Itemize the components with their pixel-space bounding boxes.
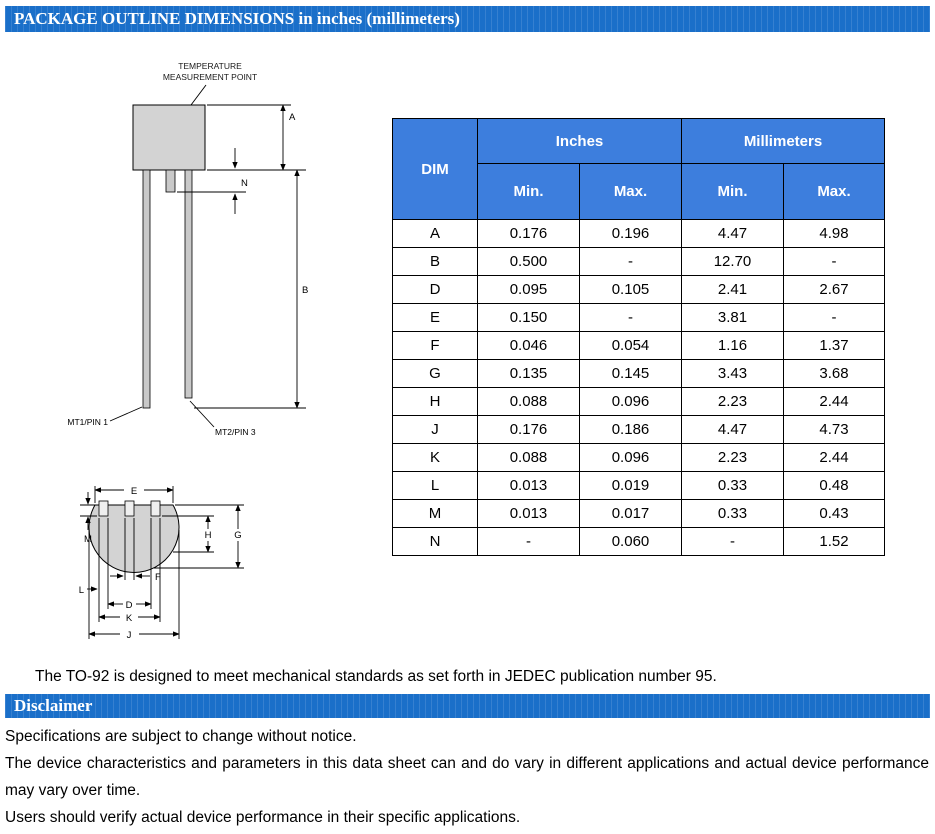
dimension-row: [393, 500, 885, 528]
package-outline-section-bar: [5, 6, 930, 32]
dimension-row: [393, 388, 885, 416]
dim-d: [108, 600, 151, 611]
dim-label-d: D: [125, 600, 133, 611]
dimension-cell-in_max: 0.096: [580, 444, 682, 472]
dimension-cell-in_max: 0.019: [580, 472, 682, 500]
dim-label-f: F: [155, 572, 161, 583]
dimension-cell-mm_min: 2.23: [682, 388, 784, 416]
dimension-cell-mm_max: 2.44: [784, 444, 885, 472]
dimension-cell-mm_max: 0.48: [784, 472, 885, 500]
dimension-row: [393, 304, 885, 332]
dim-label-h: H: [204, 530, 212, 541]
dim-k: [99, 613, 160, 624]
dim-b: [194, 170, 308, 408]
dimension-cell-in_min: 0.135: [478, 360, 580, 388]
dimension-cell-in_min: 0.176: [478, 220, 580, 248]
dimension-cell-in_min: 0.095: [478, 276, 580, 304]
dimension-cell-dim: F: [393, 332, 478, 360]
dimension-cell-mm_max: -: [784, 248, 885, 276]
dimension-row: [393, 528, 885, 556]
disclaimer-section-bar: [5, 694, 930, 718]
dimension-cell-mm_min: 4.47: [682, 220, 784, 248]
dimension-cell-mm_min: 4.47: [682, 416, 784, 444]
dimension-row: [393, 444, 885, 472]
dimension-cell-in_min: 0.088: [478, 444, 580, 472]
dim-label-m: M: [84, 534, 92, 545]
dimension-cell-in_min: 0.088: [478, 388, 580, 416]
disclaimer-line-1: Specifications are subject to change without notice.: [5, 728, 357, 745]
dimension-cell-dim: D: [393, 276, 478, 304]
dimension-cell-in_min: 0.150: [478, 304, 580, 332]
dimension-cell-in_max: 0.186: [580, 416, 682, 444]
dimension-cell-mm_max: 1.52: [784, 528, 885, 556]
dimension-cell-dim: B: [393, 248, 478, 276]
center-tab: [166, 170, 175, 192]
dimension-cell-in_min: 0.013: [478, 500, 580, 528]
dimension-cell-dim: J: [393, 416, 478, 444]
dimension-cell-in_min: 0.013: [478, 472, 580, 500]
dimension-cell-in_max: -: [580, 304, 682, 332]
inches-max-header: Max.: [580, 164, 682, 220]
dim-label-k: K: [125, 613, 133, 624]
dimension-row: [393, 332, 885, 360]
dim-label-l: L: [78, 585, 84, 596]
dimension-cell-mm_min: 1.16: [682, 332, 784, 360]
dimension-cell-in_max: 0.105: [580, 276, 682, 304]
dimension-cell-mm_max: 1.37: [784, 332, 885, 360]
dimension-cell-dim: K: [393, 444, 478, 472]
dimension-cell-mm_max: 4.98: [784, 220, 885, 248]
dimension-cell-mm_max: -: [784, 304, 885, 332]
package-body: [133, 105, 205, 170]
dimension-cell-mm_max: 2.44: [784, 388, 885, 416]
dimension-cell-mm_min: 0.33: [682, 472, 784, 500]
inches-group-header: Inches: [478, 119, 682, 164]
dimension-cell-dim: A: [393, 220, 478, 248]
dim-f: [110, 572, 161, 583]
dimension-row: [393, 360, 885, 388]
dim-e: [95, 486, 173, 503]
temp-measurement-label-line1: TEMPERATURE: [178, 61, 242, 71]
dimension-cell-dim: N: [393, 528, 478, 556]
pin-labels: [67, 401, 256, 437]
dimension-cell-in_max: 0.096: [580, 388, 682, 416]
dimension-cell-in_max: -: [580, 248, 682, 276]
dim-label-g: G: [234, 530, 242, 541]
dimension-cell-in_max: 0.017: [580, 500, 682, 528]
dim-label-j: J: [126, 630, 132, 641]
dimension-cell-in_max: 0.060: [580, 528, 682, 556]
dimension-cell-mm_min: 0.33: [682, 500, 784, 528]
mm-max-header: Max.: [784, 164, 885, 220]
dimension-cell-dim: H: [393, 388, 478, 416]
dim-l: [79, 585, 97, 596]
dimension-row: [393, 220, 885, 248]
mm-min-header: Min.: [682, 164, 784, 220]
dim-label-a: A: [289, 112, 296, 123]
front-view: [67, 61, 308, 437]
inches-min-header: Min.: [478, 164, 580, 220]
lead-mt2: [185, 170, 192, 398]
dimension-cell-mm_max: 3.68: [784, 360, 885, 388]
millimeters-group-header: Millimeters: [682, 119, 885, 164]
dimension-cell-mm_min: 12.70: [682, 248, 784, 276]
to92-package-drawing: [38, 52, 373, 652]
table-group-header-row: [393, 119, 885, 164]
dimension-cell-mm_min: -: [682, 528, 784, 556]
dimension-cell-dim: L: [393, 472, 478, 500]
package-outline-title: PACKAGE OUTLINE DIMENSIONS in inches (millimeters): [14, 9, 460, 28]
dimension-cell-in_min: 0.046: [478, 332, 580, 360]
dimension-row: [393, 416, 885, 444]
dim-label-n: N: [241, 178, 248, 189]
dimension-cell-dim: M: [393, 500, 478, 528]
temp-measurement-label-line2: MEASUREMENT POINT: [162, 72, 258, 82]
dimension-cell-mm_min: 2.41: [682, 276, 784, 304]
dimension-cell-mm_max: 0.43: [784, 500, 885, 528]
dim-column-header: DIM: [393, 119, 478, 220]
dimension-cell-in_max: 0.196: [580, 220, 682, 248]
dimension-cell-mm_max: 2.67: [784, 276, 885, 304]
dimension-cell-in_min: 0.176: [478, 416, 580, 444]
dimensions-table: [392, 118, 885, 556]
bottom-lead-2: [125, 501, 134, 516]
dim-a: [207, 105, 306, 170]
bottom-view: [79, 486, 244, 641]
dim-label-e: E: [130, 486, 138, 497]
dimension-cell-in_min: 0.500: [478, 248, 580, 276]
dimension-cell-in_min: -: [478, 528, 580, 556]
pin1-label: MT1/PIN 1: [67, 417, 108, 427]
dimension-cell-in_max: 0.145: [580, 360, 682, 388]
dimension-cell-mm_min: 2.23: [682, 444, 784, 472]
dimension-row: [393, 472, 885, 500]
dimension-cell-dim: G: [393, 360, 478, 388]
disclaimer-line-3: Users should verify actual device performance in their specific applications.: [5, 809, 521, 826]
dimensions-table-body: [393, 220, 885, 556]
bottom-lead-3: [151, 501, 160, 516]
disclaimer-title: Disclaimer: [14, 696, 93, 715]
lead-mt1: [143, 170, 150, 408]
dim-label-b: B: [302, 285, 309, 296]
dim-j: [89, 630, 179, 641]
dimension-row: [393, 248, 885, 276]
bottom-lead-1: [99, 501, 108, 516]
disclaimer-line-2: The device characteristics and parameters in this data sheet can and do vary in different applications and actual device performance may vary over time.: [5, 755, 929, 799]
dimension-row: [393, 276, 885, 304]
dimension-cell-mm_max: 4.73: [784, 416, 885, 444]
dimension-cell-mm_min: 3.43: [682, 360, 784, 388]
dimension-cell-in_max: 0.054: [580, 332, 682, 360]
jedec-note: The TO-92 is designed to meet mechanical standards as set forth in JEDEC publication number 95.: [35, 668, 717, 685]
dimension-cell-dim: E: [393, 304, 478, 332]
pin3-label: MT2/PIN 3: [215, 427, 256, 437]
dimension-cell-mm_min: 3.81: [682, 304, 784, 332]
